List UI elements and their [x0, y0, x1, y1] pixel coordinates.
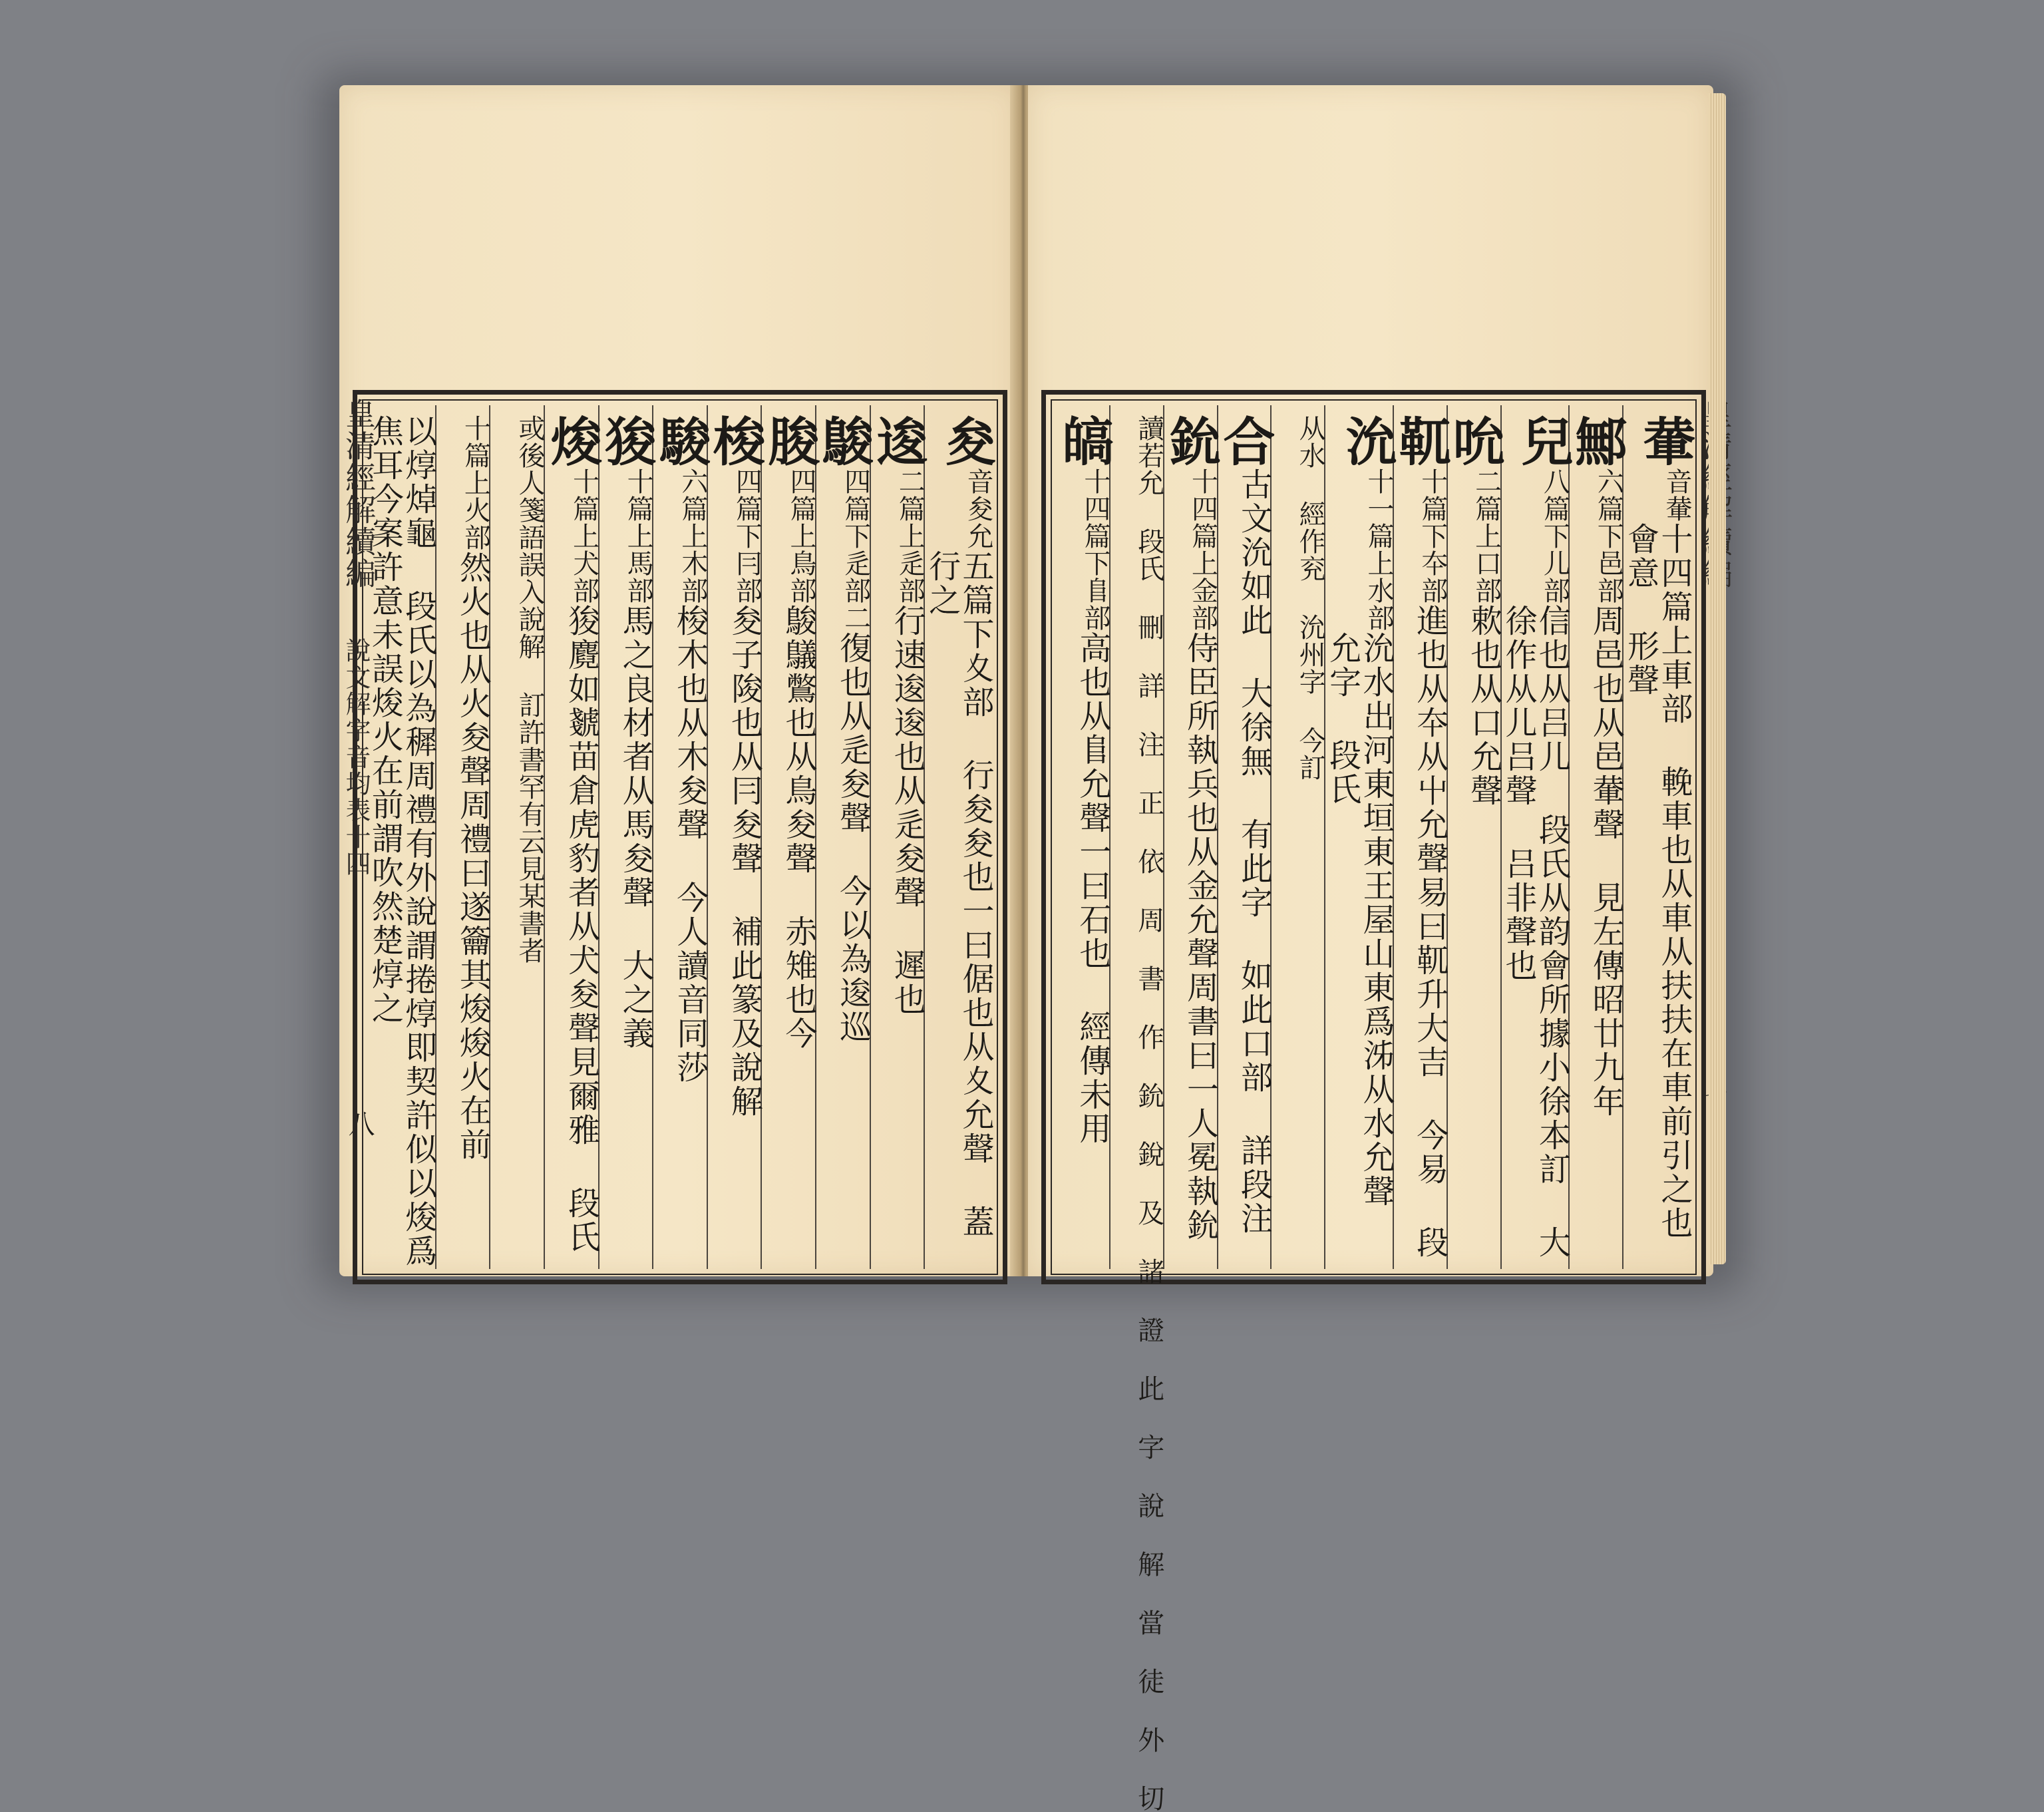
- text-column: 夋 音夋允 五篇下夊部 行夋夋也一曰倨也从夊允聲 蓋行之: [924, 405, 992, 1269]
- left-margin-title: 皇清經解續編: [341, 398, 377, 590]
- left-margin-subtitle: 說文解字音均表十四: [341, 637, 371, 877]
- text-column: 朘 四篇上鳥部 鵔鸃鷩也从鳥夋聲 赤雉也今: [761, 405, 815, 1269]
- right-columns: [1053, 405, 1695, 1812]
- text-column: 沇 十一篇上水部 沇水出河東垣東王屋山東爲泲从水允聲 允字 段氏: [1324, 405, 1393, 1269]
- text-column: 或後人箋語誤入說解 訂許書罕有云見某書者: [489, 405, 544, 1269]
- text-column: 梭 四篇下冃部 夋子陖也从冃夋聲 補此篆及說解: [707, 405, 761, 1269]
- left-columns: [366, 405, 997, 1269]
- text-column: 鵔 四篇下辵部二 復也从辵夋聲 今以為逡巡: [815, 405, 870, 1269]
- text-column: 逡 二篇上辵部 行速逡逡也从辵夋聲 遲也: [870, 405, 924, 1269]
- page-edge-stack: [1709, 93, 1726, 1264]
- left-page: [339, 85, 1018, 1276]
- text-column: 駿 六篇上木部 梭木也从木夋聲 今人讀音同莎: [652, 405, 707, 1269]
- text-column: 合 古文沇如此 大徐無 有此字 如此口部 詳段注: [1217, 405, 1271, 1269]
- text-column: 十篇上火部 然火也从火夋聲周禮曰遂籥其焌焌火在前: [435, 405, 490, 1269]
- text-column: 鄦 六篇下邑部 周邑也从邑輂聲 見左傳昭廿九年: [1568, 405, 1622, 1269]
- text-column: 以焞焯龜 段氏以為穉周禮有外說謂捲焞即契許似以焌爲焦耳今案許意未誤焌火在前謂吹然楚焞之: [366, 415, 437, 1268]
- text-column: 焌 十篇上犬部 狻麑如虦苗倉虎豹者从犬夋聲見爾雅 段氏: [544, 405, 598, 1269]
- right-page: [1028, 85, 1713, 1812]
- text-column: 皜 十四篇下𨸏部 高也从𨸏允聲一曰石也 經傳未用: [1053, 415, 1114, 1146]
- text-column: 鈗 十四篇上金部 侍臣所執兵也从金允聲周書曰一人冕執鈗: [1163, 405, 1217, 1269]
- text-column: 讀若允 段氏 刪 詳 注 正 依 周 書 作 鈗 銳 及 諸 證 此 字 說 解 當 徒 外 切: [1109, 405, 1163, 1269]
- right-text-frame: [1041, 390, 1706, 1812]
- left-page-number: 八: [344, 1110, 375, 1137]
- text-column: 兒 八篇下儿部 信也从吕儿 段氏从韵會所據小徐本訂 大徐作从儿吕聲 吕非聲也: [1500, 405, 1569, 1269]
- text-column: 輂 音輂 十四篇上車部 輓車也从車从扶扶在車前引之也 會意 形聲: [1622, 405, 1691, 1269]
- left-text-frame: [353, 390, 1007, 1284]
- text-column: 狻 十篇上馬部 馬之良材者从馬夋聲 大之義: [598, 405, 653, 1269]
- text-column: 从水 經作兖 沇州字 今訂: [1270, 405, 1324, 1269]
- text-column: 靰 十篇下夲部 進也从夲从屮允聲易曰靰升大吉 今易 段: [1393, 405, 1447, 1269]
- text-column: 吮 二篇上口部 欶也从口允聲: [1447, 405, 1500, 1269]
